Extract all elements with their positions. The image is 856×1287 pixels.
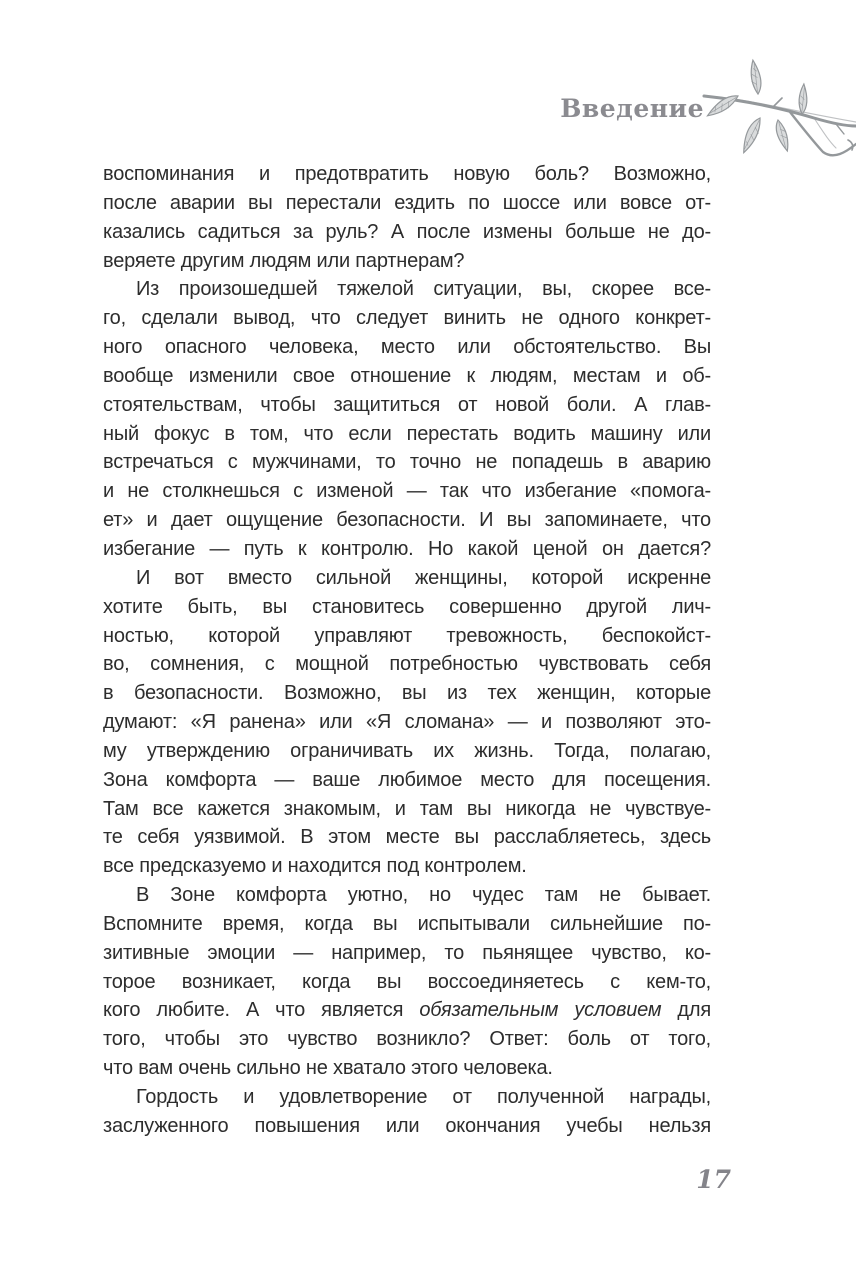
text-line: встречаться с мужчинами, то точно не попадешь в аварию: [103, 451, 711, 474]
text-line: заслуженного повышения или окончания учебы нельзя: [103, 1114, 711, 1137]
text-line: того, чтобы это чувство возникло? Ответ: боль от того,: [103, 1028, 711, 1051]
chapter-title: Введение: [560, 94, 704, 123]
text-line: И вот вместо сильной женщины, которой искренне: [136, 566, 711, 589]
text-line: му утверждению ограничивать их жизнь. Тогда, полагаю,: [103, 739, 711, 762]
text-line: ет» и дает ощущение безопасности. И вы запоминаете, что: [103, 509, 711, 532]
text-line: в безопасности. Возможно, вы из тех женщин, которые: [103, 682, 711, 705]
text-line: хотите быть, вы становитесь совершенно другой лич-: [103, 595, 711, 618]
text-line: думают: «Я ранена» или «Я сломана» — и позволяют это-: [103, 711, 711, 734]
text-line: что вам очень сильно не хватало этого человека.: [103, 1057, 553, 1080]
text-line: Из произошедшей тяжелой ситуации, вы, скорее все-: [136, 278, 711, 301]
text-line: избегание — путь к контролю. Но какой ценой он дается?: [103, 537, 711, 560]
branch-illustration-icon: [686, 48, 856, 180]
text-block: [103, 160, 711, 1141]
text-line: торое возникает, когда вы воссоединяетесь с кем-то,: [103, 970, 711, 993]
page-number: 17: [696, 1165, 731, 1194]
text-line: Вспомните время, когда вы испытывали сильнейшие по-: [103, 912, 711, 935]
text-line: В Зоне комфорта уютно, но чудес там не бывает.: [136, 884, 711, 907]
text-line: после аварии вы перестали ездить по шоссе или вовсе от-: [103, 191, 711, 214]
text-line: и не столкнешься с изменой — так что избегание «помога-: [103, 480, 711, 503]
text-line: во, сомнения, с мощной потребностью чувствовать себя: [103, 653, 711, 676]
text-line: стоятельствам, чтобы защититься от новой боли. А глав-: [103, 393, 711, 416]
text-line: Там все кажется знакомым, и там вы никогда не чувствуе-: [103, 797, 711, 820]
text-line: кого любите. А что является обязательным условием для: [103, 999, 711, 1022]
text-line: веряете другим людям или партнерам?: [103, 249, 465, 272]
text-line: воспоминания и предотвратить новую боль? Возможно,: [103, 163, 711, 185]
text-line: ный фокус в том, что если перестать водить машину или: [103, 422, 711, 445]
text-line: ностью, которой управляют тревожность, беспокойст-: [103, 624, 711, 647]
text-line: го, сделали вывод, что следует винить не одного конкрет-: [103, 307, 711, 330]
text-line: Зона комфорта — ваше любимое место для посещения.: [103, 768, 711, 791]
text-line: зитивные эмоции — например, то пьянящее чувство, ко-: [103, 941, 711, 964]
text-line: ного опасного человека, место или обстоятельство. Вы: [103, 336, 711, 359]
text-line: вообще изменили свое отношение к людям, местам и об-: [103, 364, 711, 387]
text-line: все предсказуемо и находится под контролем.: [103, 855, 527, 878]
text-line: Гордость и удовлетворение от полученной награды,: [136, 1086, 711, 1108]
text-line: казались садиться за руль? А после измены больше не до-: [103, 220, 711, 243]
text-line: те себя уязвимой. В этом месте вы расслабляетесь, здесь: [103, 826, 711, 849]
